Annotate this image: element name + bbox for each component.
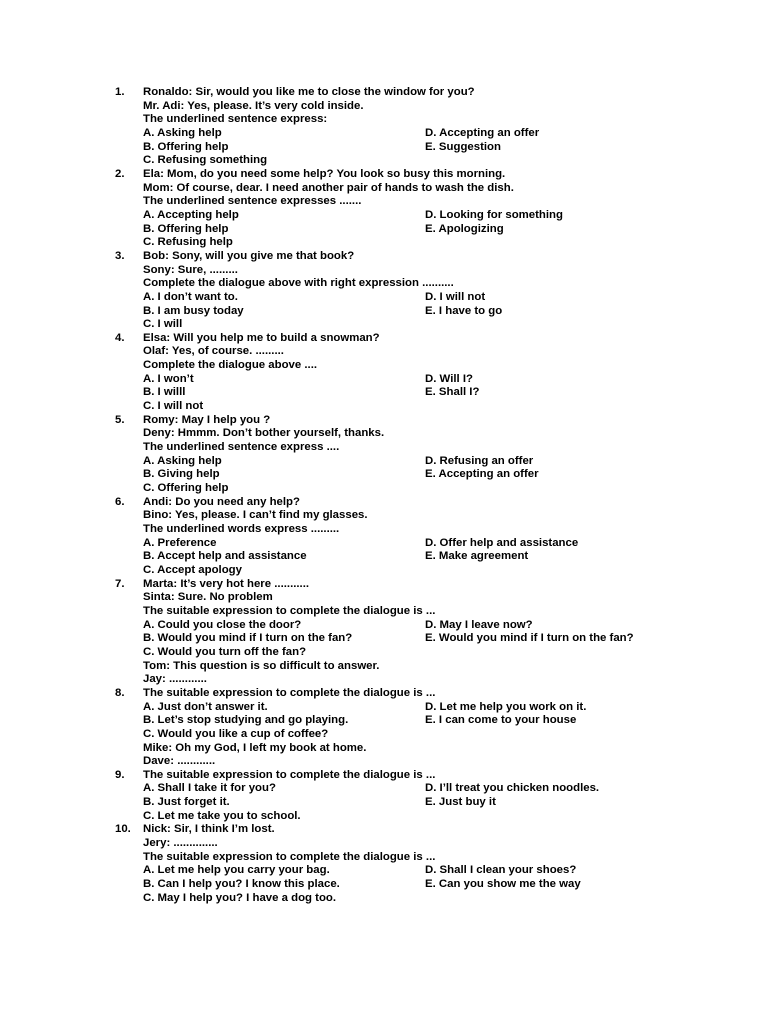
- answer-option: A. Could you close the door?: [143, 618, 302, 631]
- answer-option: D. May I leave now?: [425, 618, 533, 631]
- text-line: [0, 195, 768, 209]
- question-item: [0, 86, 768, 168]
- question-number: 6.: [115, 495, 125, 508]
- question-item: [0, 578, 768, 687]
- text-line: [0, 564, 768, 578]
- text-line: [0, 701, 768, 715]
- text-line: [0, 455, 768, 469]
- text-line: [0, 537, 768, 551]
- dialogue-line: Ela: Mom, do you need some help? You look so busy this morning.: [143, 167, 506, 180]
- answer-option: B. Let’s stop studying and go playing.: [143, 714, 349, 727]
- answer-option: A. Just don’t answer it.: [143, 700, 268, 713]
- text-line: [0, 345, 768, 359]
- answer-option: C. Offering help: [143, 482, 229, 495]
- text-line: [0, 632, 768, 646]
- dialogue-line: Tom: This question is so difficult to answer.: [143, 659, 380, 672]
- text-line: [0, 168, 768, 182]
- dialogue-line: Ronaldo: Sir, would you like me to close the window for you?: [143, 86, 475, 98]
- text-line: [0, 509, 768, 523]
- question-prompt: The suitable expression to complete the dialogue is ...: [143, 686, 436, 699]
- question-prompt: The suitable expression to complete the dialogue is ...: [143, 768, 436, 781]
- question-prompt: The underlined sentence express:: [143, 113, 328, 126]
- text-line: [0, 482, 768, 496]
- text-line: [0, 414, 768, 428]
- text-line: [0, 769, 768, 783]
- text-line: [0, 209, 768, 223]
- dialogue-line: Mom: Of course, dear. I need another pair of hands to wash the dish.: [143, 181, 514, 194]
- dialogue-line: Sinta: Sure. No problem: [143, 591, 273, 604]
- text-line: [0, 154, 768, 168]
- answer-option: E. I have to go: [425, 304, 503, 317]
- answer-option: E. Accepting an offer: [425, 468, 539, 481]
- text-line: [0, 782, 768, 796]
- answer-option: A. Asking help: [143, 454, 222, 467]
- answer-option: A. Accepting help: [143, 208, 239, 221]
- answer-option: E. Would you mind if I turn on the fan?: [425, 632, 634, 645]
- dialogue-line: Olaf: Yes, of course. .........: [143, 345, 284, 358]
- dialogue-line: Andi: Do you need any help?: [143, 495, 300, 508]
- text-line: [0, 264, 768, 278]
- text-line: [0, 755, 768, 769]
- answer-option: C. Refusing help: [143, 236, 233, 249]
- answer-option: C. Would you turn off the fan?: [143, 645, 307, 658]
- worksheet: [0, 86, 768, 905]
- text-line: [0, 291, 768, 305]
- dialogue-line: Mr. Adi: Yes, please. It’s very cold inside.: [143, 99, 364, 112]
- question-prompt: The underlined sentence expresses .......: [143, 195, 362, 208]
- answer-option: C. Let me take you to school.: [143, 809, 301, 822]
- answer-option: D. Offer help and assistance: [425, 536, 579, 549]
- text-line: [0, 714, 768, 728]
- answer-option: C. Accept apology: [143, 563, 242, 576]
- text-line: [0, 660, 768, 674]
- answer-option: C. I will not: [143, 400, 204, 413]
- dialogue-line: Bob: Sony, will you give me that book?: [143, 249, 355, 262]
- answer-option: B. Can I help you? I know this place.: [143, 878, 340, 891]
- text-line: [0, 305, 768, 319]
- text-line: [0, 810, 768, 824]
- question-item: [0, 823, 768, 905]
- answer-option: D. Let me help you work on it.: [425, 700, 587, 713]
- text-line: [0, 427, 768, 441]
- dialogue-line: Deny: Hmmm. Don’t bother yourself, thanks.: [143, 427, 385, 440]
- answer-option: B. Would you mind if I turn on the fan?: [143, 632, 353, 645]
- answer-option: D. Refusing an offer: [425, 454, 534, 467]
- question-item: [0, 168, 768, 250]
- answer-option: E. Suggestion: [425, 140, 501, 153]
- answer-option: A. Preference: [143, 536, 217, 549]
- text-line: [0, 332, 768, 346]
- question-item: [0, 332, 768, 414]
- text-line: [0, 591, 768, 605]
- text-line: [0, 728, 768, 742]
- answer-option: E. I can come to your house: [425, 714, 577, 727]
- answer-option: C. May I help you? I have a dog too.: [143, 891, 337, 904]
- text-line: [0, 687, 768, 701]
- answer-option: A. Shall I take it for you?: [143, 782, 276, 795]
- text-line: [0, 100, 768, 114]
- text-line: [0, 359, 768, 373]
- text-line: [0, 796, 768, 810]
- question-number: 7.: [115, 577, 125, 590]
- answer-option: E. Just buy it: [425, 796, 496, 809]
- question-item: [0, 414, 768, 496]
- dialogue-line: Nick: Sir, I think I’m lost.: [143, 823, 275, 836]
- text-line: [0, 141, 768, 155]
- answer-option: E. Make agreement: [425, 550, 529, 563]
- answer-option: B. Just forget it.: [143, 796, 230, 809]
- text-line: [0, 605, 768, 619]
- question-prompt: The suitable expression to complete the dialogue is ...: [143, 604, 436, 617]
- answer-option: D. Accepting an offer: [425, 126, 540, 139]
- dialogue-line: Mike: Oh my God, I left my book at home.: [143, 741, 367, 754]
- text-line: [0, 823, 768, 837]
- answer-option: C. Refusing something: [143, 154, 268, 167]
- answer-option: B. Accept help and assistance: [143, 550, 307, 563]
- text-line: [0, 496, 768, 510]
- text-line: [0, 223, 768, 237]
- text-line: [0, 673, 768, 687]
- answer-option: A. Let me help you carry your bag.: [143, 864, 330, 877]
- answer-option: D. Will I?: [425, 372, 473, 385]
- text-line: [0, 878, 768, 892]
- question-number: 10.: [115, 823, 131, 836]
- text-line: [0, 400, 768, 414]
- question-item: [0, 496, 768, 578]
- question-prompt: The underlined sentence express ....: [143, 441, 340, 454]
- text-line: [0, 373, 768, 387]
- text-line: [0, 646, 768, 660]
- question-number: 1.: [115, 86, 125, 98]
- text-line: [0, 250, 768, 264]
- answer-option: D. I’ll treat you chicken noodles.: [425, 782, 600, 795]
- answer-option: D. I will not: [425, 290, 486, 303]
- question-number: 3.: [115, 249, 125, 262]
- text-line: [0, 864, 768, 878]
- text-line: [0, 578, 768, 592]
- text-line: [0, 441, 768, 455]
- question-prompt: The underlined words express .........: [143, 523, 340, 535]
- question-number: 8.: [115, 686, 125, 699]
- answer-option: A. I won’t: [143, 372, 194, 385]
- text-line: [0, 892, 768, 906]
- text-line: [0, 619, 768, 633]
- question-number: 9.: [115, 768, 125, 781]
- dialogue-line: Jay: ............: [143, 673, 207, 686]
- answer-option: A. Asking help: [143, 126, 222, 139]
- answer-option: A. I don’t want to.: [143, 290, 238, 303]
- question-prompt: Complete the dialogue above with right expression ..........: [143, 277, 454, 290]
- question-item: [0, 250, 768, 332]
- answer-option: E. Can you show me the way: [425, 878, 581, 891]
- question-item: [0, 769, 768, 824]
- question-number: 2.: [115, 167, 125, 180]
- dialogue-line: Elsa: Will you help me to build a snowman?: [143, 331, 380, 344]
- answer-option: C. I will: [143, 318, 183, 331]
- text-line: [0, 386, 768, 400]
- text-line: [0, 851, 768, 865]
- answer-option: E. Shall I?: [425, 386, 480, 399]
- text-line: [0, 837, 768, 851]
- text-line: [0, 318, 768, 332]
- answer-option: D. Looking for something: [425, 208, 563, 221]
- text-line: [0, 113, 768, 127]
- dialogue-line: Romy: May I help you ?: [143, 413, 271, 426]
- text-line: [0, 86, 768, 100]
- answer-option: E. Apologizing: [425, 222, 504, 235]
- answer-option: B. Offering help: [143, 140, 229, 153]
- answer-option: B. I willl: [143, 386, 186, 399]
- text-line: [0, 236, 768, 250]
- question-number: 4.: [115, 331, 125, 344]
- text-line: [0, 127, 768, 141]
- answer-option: D. Shall I clean your shoes?: [425, 864, 577, 877]
- dialogue-line: Sony: Sure, .........: [143, 263, 238, 276]
- dialogue-line: Dave: ............: [143, 755, 216, 768]
- answer-option: C. Would you like a cup of coffee?: [143, 727, 329, 740]
- answer-option: B. Giving help: [143, 468, 220, 481]
- question-item: [0, 687, 768, 769]
- text-line: [0, 277, 768, 291]
- dialogue-line: Jery: ..............: [143, 837, 218, 850]
- text-line: [0, 523, 768, 537]
- answer-option: B. Offering help: [143, 222, 229, 235]
- dialogue-line: Bino: Yes, please. I can’t find my glasses.: [143, 509, 368, 522]
- text-line: [0, 182, 768, 196]
- answer-option: B. I am busy today: [143, 304, 244, 317]
- question-number: 5.: [115, 413, 125, 426]
- text-line: [0, 550, 768, 564]
- text-line: [0, 468, 768, 482]
- question-prompt: Complete the dialogue above ....: [143, 359, 318, 372]
- question-prompt: The suitable expression to complete the dialogue is ...: [143, 850, 436, 863]
- dialogue-line: Marta: It’s very hot here ...........: [143, 577, 310, 590]
- text-line: [0, 742, 768, 756]
